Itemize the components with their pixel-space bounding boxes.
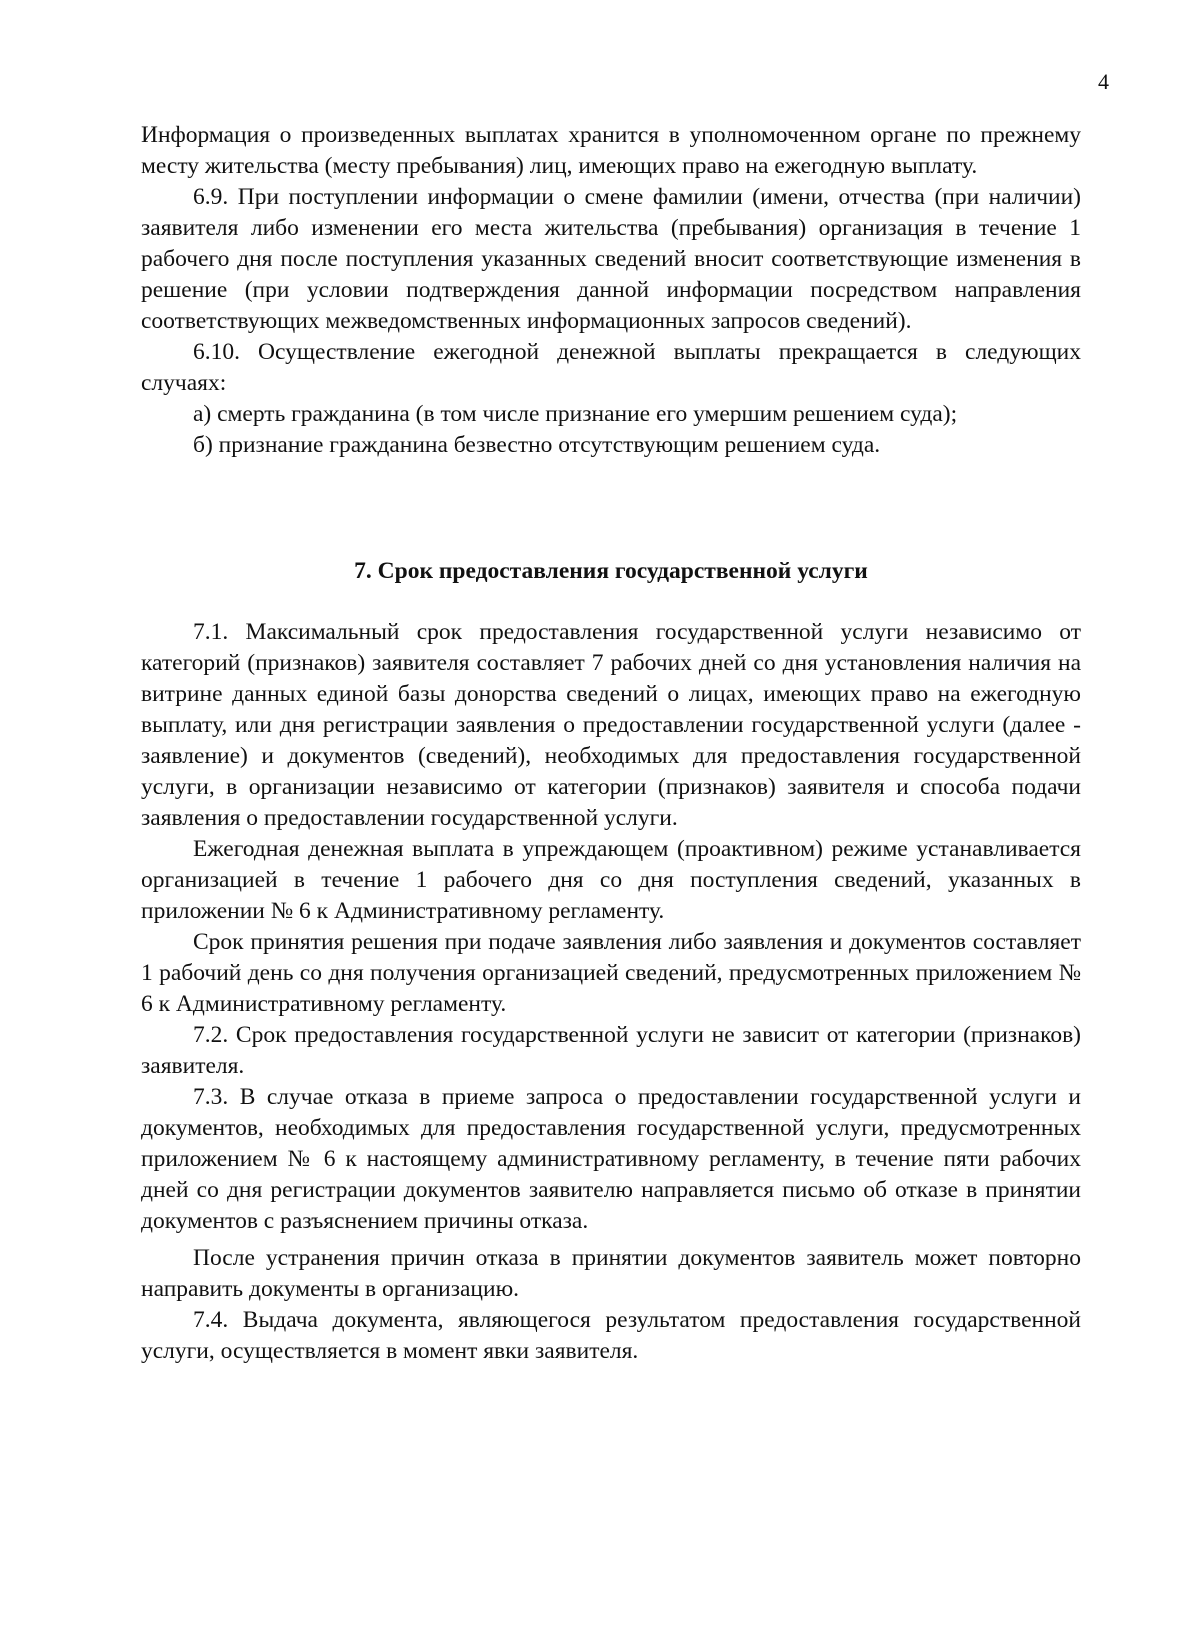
paragraph-6-10-b: б) признание гражданина безвестно отсутствующим решением суда.: [193, 432, 881, 458]
paragraph-decision-term: Срок принятия решения при подаче заявления либо заявления и документов составляет 1 рабочий день со дня получения организацией сведений, предусмотренных приложением № 6 к Административному регламенту.: [141, 929, 1081, 1017]
section-7-heading: 7. Срок предоставления государственной услуги: [354, 558, 868, 584]
paragraph-7-3: 7.3. В случае отказа в приеме запроса о предоставлении государственной услуги и документов, необходимых для предоставления государственной услуги, предусмотренных приложением № 6 к настоящему административному регламенту, в течение пяти рабочих дней со дня регистрации документов заявителю направляется письмо об отказе в принятии документов с разъяснением причины отказа.: [141, 1084, 1081, 1234]
paragraph-7-1: 7.1. Максимальный срок предоставления государственной услуги независимо от категорий (признаков) заявителя составляет 7 рабочих дней со дня установления наличия на витрине данных единой базы донорства сведений о лицах, имеющих право на ежегодную выплату, или дня регистрации заявления о предоставлении государственной услуги (далее - заявление) и документов (сведений), необходимых для предоставления государственной услуги, в организации независимо от категории (признаков) заявителя и способа подачи заявления о предоставлении государственной услуги.: [141, 619, 1081, 831]
paragraph-6-10: 6.10. Осуществление ежегодной денежной выплаты прекращается в следующих случаях:: [141, 339, 1081, 396]
paragraph-7-4: 7.4. Выдача документа, являющегося результатом предоставления государственной услуги, осуществляется в момент явки заявителя.: [141, 1307, 1081, 1364]
page-number: 4: [1098, 69, 1109, 94]
paragraph-info-storage: Информация о произведенных выплатах хранится в уполномоченном органе по прежнему месту жительства (месту пребывания) лиц, имеющих право на ежегодную выплату.: [141, 122, 1081, 179]
paragraph-6-10-a: а) смерть гражданина (в том числе признание его умершим решением суда);: [193, 401, 958, 427]
paragraph-6-9: 6.9. При поступлении информации о смене фамилии (имени, отчества (при наличии) заявителя либо изменении его места жительства (пребывания) организация в течение 1 рабочего дня после поступления указанных сведений вносит соответствующие изменения в решение (при условии подтверждения данной информации посредством направления соответствующих межведомственных информационных запросов сведений).: [141, 184, 1081, 334]
paragraph-resubmission: После устранения причин отказа в принятии документов заявитель может повторно направить документы в организацию.: [141, 1245, 1081, 1302]
section-7-text-block: [141, 617, 1081, 1367]
paragraph-7-2: 7.2. Срок предоставления государственной услуги не зависит от категории (признаков) заявителя.: [141, 1022, 1081, 1079]
top-text-block: [141, 120, 1081, 461]
paragraph-proactive-payment: Ежегодная денежная выплата в упреждающем (проактивном) режиме устанавливается организацией в течение 1 рабочего дня со дня поступления сведений, указанных в приложении № 6 к Административному регламенту.: [141, 836, 1081, 924]
